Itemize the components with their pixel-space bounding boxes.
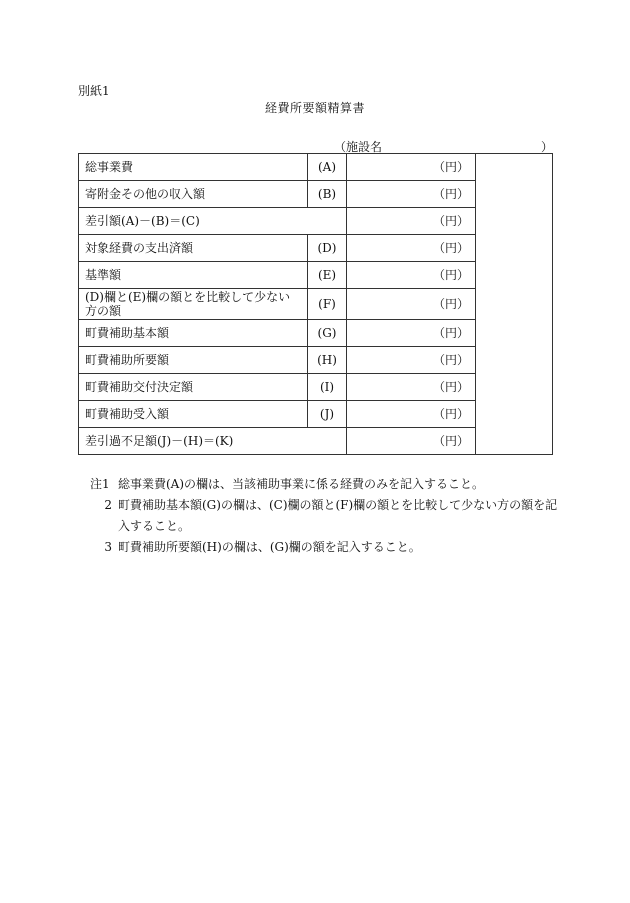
row-label: 基準額 xyxy=(79,262,308,289)
row-code: (I) xyxy=(308,374,347,401)
row-code: (H) xyxy=(308,347,347,374)
row-label: (D)欄と(E)欄の額とを比較して少ない方の額 xyxy=(79,289,308,320)
amount-cell[interactable]: （円） xyxy=(347,208,476,235)
amount-cell[interactable]: （円） xyxy=(347,181,476,208)
notes-section xyxy=(90,474,560,558)
row-label: 町費補助所要額 xyxy=(79,347,308,374)
row-label: 差引過不足額(J)－(H)＝(K) xyxy=(79,428,347,455)
row-label: 差引額(A)－(B)＝(C) xyxy=(79,208,347,235)
row-code: (B) xyxy=(308,181,347,208)
amount-cell[interactable]: （円） xyxy=(347,320,476,347)
note-text: 町費補助基本額(G)の欄は、(C)欄の額と(F)欄の額とを比較して少ない方の額を記入すること。 xyxy=(118,498,558,533)
row-label: 町費補助受入額 xyxy=(79,401,308,428)
note-item xyxy=(90,495,560,537)
row-label: 寄附金その他の収入額 xyxy=(79,181,308,208)
note-number: 2 xyxy=(104,498,112,512)
remarks-column xyxy=(476,154,553,455)
row-code: (F) xyxy=(308,289,347,320)
amount-cell[interactable]: （円） xyxy=(347,428,476,455)
amount-cell[interactable]: （円） xyxy=(347,235,476,262)
note-item xyxy=(90,537,560,558)
row-label: 町費補助基本額 xyxy=(79,320,308,347)
row-code: (D) xyxy=(308,235,347,262)
amount-cell[interactable]: （円） xyxy=(347,401,476,428)
note-text: 町費補助所要額(H)の欄は、(G)欄の額を記入すること。 xyxy=(118,540,421,554)
facility-name-label: （施設名 xyxy=(334,140,383,154)
page-label: 別紙1 xyxy=(78,84,110,98)
row-code: (G) xyxy=(308,320,347,347)
row-code: (A) xyxy=(308,154,347,181)
row-label: 対象経費の支出済額 xyxy=(79,235,308,262)
facility-name-close: ） xyxy=(541,140,554,154)
amount-cell[interactable]: （円） xyxy=(347,154,476,181)
amount-cell[interactable]: （円） xyxy=(347,347,476,374)
note-text: 総事業費(A)の欄は、当該補助事業に係る経費のみを記入すること。 xyxy=(118,477,485,491)
note-number: 注1 xyxy=(90,477,110,491)
amount-cell[interactable]: （円） xyxy=(347,374,476,401)
amount-cell[interactable]: （円） xyxy=(347,262,476,289)
table-row xyxy=(79,154,553,181)
note-item xyxy=(90,474,560,495)
expense-settlement-table xyxy=(78,153,553,455)
row-code: (E) xyxy=(308,262,347,289)
note-number: 3 xyxy=(104,540,112,554)
amount-cell[interactable]: （円） xyxy=(347,289,476,320)
row-code: (J) xyxy=(308,401,347,428)
row-label: 総事業費 xyxy=(79,154,308,181)
row-label: 町費補助交付決定額 xyxy=(79,374,308,401)
document-title: 経費所要額精算書 xyxy=(264,101,365,115)
